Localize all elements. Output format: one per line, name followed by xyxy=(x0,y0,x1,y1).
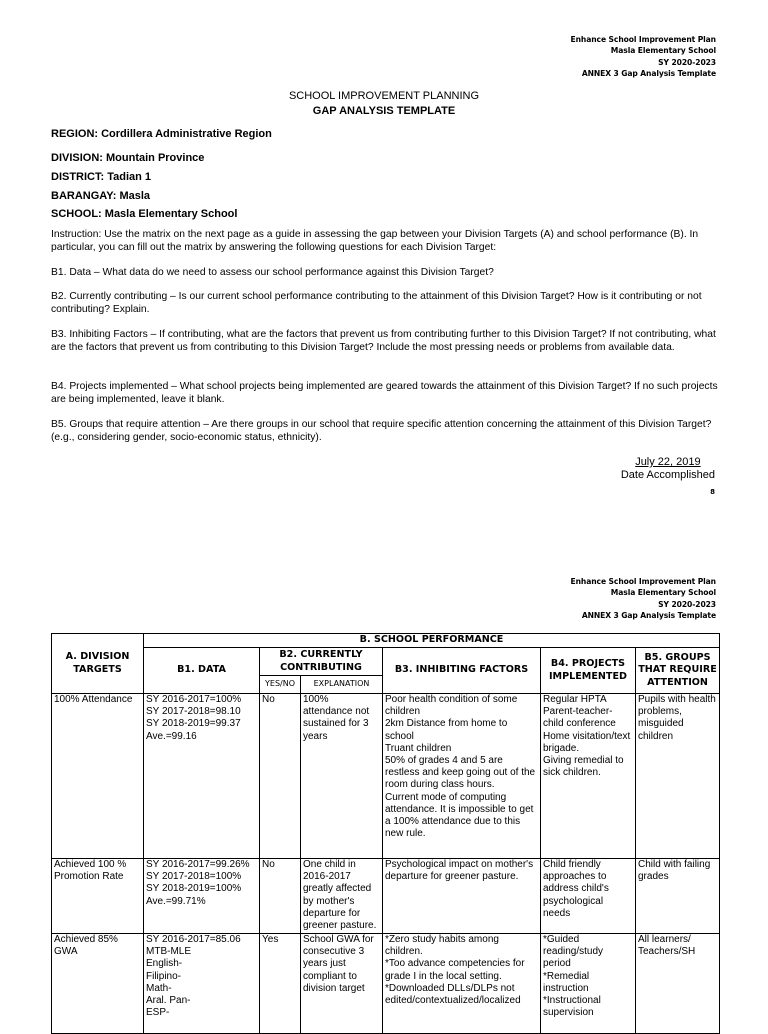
header-line: Enhance School Improvement Plan xyxy=(570,35,716,44)
header-b4-projects: B4. PROJECTS IMPLEMENTED xyxy=(541,648,636,694)
school-field: SCHOOL: Masla Elementary School xyxy=(51,208,238,220)
page-number: 8 xyxy=(710,488,715,496)
b2-paragraph: B2. Currently contributing – Is our current school performance contributing to the attainment of this Division Target? How is it contributing or not contributing? Explain. xyxy=(51,291,702,315)
cell-factors: Psychological impact on mother's departure for greener pasture. xyxy=(383,859,541,934)
header-line: ANNEX 3 Gap Analysis Template xyxy=(581,69,716,79)
page-header xyxy=(571,576,716,622)
header-b3-factors: B3. INHIBITING FACTORS xyxy=(383,648,541,694)
table-row xyxy=(52,859,720,934)
cell-target: 100% Attendance xyxy=(52,694,144,859)
cell-projects: Regular HPTA Parent-teacher-child conference Home visitation/text brigade. Giving remedial to sick children. xyxy=(541,694,636,859)
cell-yes-no: No xyxy=(260,694,301,859)
date-value: July 22, 2019 xyxy=(635,456,701,468)
header-line: ANNEX 3 Gap Analysis Template xyxy=(581,611,716,621)
table-row xyxy=(52,694,720,859)
header-b1-data: B1. DATA xyxy=(144,648,260,694)
division-field: DIVISION: Mountain Province xyxy=(51,152,205,164)
header-b5-groups: B5. GROUPS THAT REQUIRE ATTENTION xyxy=(636,648,720,694)
cell-groups: Child with failing grades xyxy=(636,859,720,934)
header-line: Enhance School Improvement Plan xyxy=(570,577,716,586)
cell-data: SY 2016-2017=99.26% SY 2017-2018=100% SY 2018-2019=100% Ave.=99.71% xyxy=(144,859,260,934)
cell-projects: Child friendly approaches to address child's psychological needs xyxy=(541,859,636,934)
gap-analysis-table xyxy=(51,633,720,1034)
header-line: SY 2020-2023 xyxy=(658,57,716,67)
cell-groups: All learners/ Teachers/SH xyxy=(636,934,720,1034)
cell-target: Achieved 85% GWA xyxy=(52,934,144,1034)
cell-yes-no: Yes xyxy=(260,934,301,1034)
header-b2-contributing: B2. CURRENTLY CONTRIBUTING xyxy=(260,648,383,676)
cell-data: SY 2016-2017=100% SY 2017-2018=98.10 SY 2018-2019=99.37 Ave.=99.16 xyxy=(144,694,260,859)
cell-target: Achieved 100 % Promotion Rate xyxy=(52,859,144,934)
b4-paragraph: B4. Projects implemented – What school projects being implemented are geared towards the attainment of this Division Target? If no such projects are being implemented, leave it blank. xyxy=(51,381,718,405)
document-subtitle: GAP ANALYSIS TEMPLATE xyxy=(312,105,456,117)
header-explanation: EXPLANATION xyxy=(301,676,383,694)
b3-paragraph: B3. Inhibiting Factors – If contributing, what are the factors that prevent us from contributing further to this Division Target? If not contributing, what are the factors that prevent us from contributing to this Division Target? Include the most pressing needs or problems from available data. xyxy=(51,329,716,353)
header-school-performance: B. SCHOOL PERFORMANCE xyxy=(144,634,720,648)
barangay-field: BARANGAY: Masla xyxy=(51,190,151,202)
table-row xyxy=(52,934,720,1034)
instruction-paragraph: Instruction: Use the matrix on the next page as a guide in assessing the gap between your Division Targets (A) and school performance (B). In particular, you can fill out the matrix by answering the following questions for each Division Target: xyxy=(51,229,699,253)
cell-explanation: 100% attendance not sustained for 3 years xyxy=(301,694,383,859)
header-line: SY 2020-2023 xyxy=(658,599,716,609)
district-field: DISTRICT: Tadian 1 xyxy=(51,171,152,183)
cell-projects: *Guided reading/study period *Remedial instruction *Instructional supervision xyxy=(541,934,636,1034)
date-label: Date Accomplished xyxy=(620,468,715,481)
header-line: Masla Elementary School xyxy=(610,46,716,56)
cell-yes-no: No xyxy=(260,859,301,934)
cell-explanation: School GWA for consecutive 3 years just compliant to division target xyxy=(301,934,383,1034)
b5-paragraph: B5. Groups that require attention – Are there groups in our school that require specific attention concerning the attainment of this Division Target? (e.g., considering gender, socio-economic status, ethnicity). xyxy=(51,419,712,443)
header-yes-no: YES/NO xyxy=(260,676,301,694)
region-field: REGION: Cordillera Administrative Region xyxy=(51,128,272,140)
b1-paragraph: B1. Data – What data do we need to assess our school performance against this Division Target? xyxy=(51,267,494,278)
cell-factors: *Zero study habits among children. *Too advance competencies for grade I in the local setting. *Downloaded DLLs/DLPs not edited/contextualized/localized xyxy=(383,934,541,1034)
cell-explanation: One child in 2016-2017 greatly affected by mother's departure for greener pasture. xyxy=(301,859,383,934)
cell-factors: Poor health condition of some children 2km Distance from home to school Truant children 50% of grades 4 and 5 are restless and keep going out of the room during class hours. Current mode of computing attendance. It is impossible to get a 100% attendance due to this new rule. xyxy=(383,694,541,859)
page-header xyxy=(571,34,716,80)
date-block xyxy=(621,456,715,481)
cell-data: SY 2016-2017=85.06 MTB-MLE English- Filipino- Math- Aral. Pan- ESP- xyxy=(144,934,260,1034)
header-division-targets: A. DIVISION TARGETS xyxy=(52,634,144,694)
header-line: Masla Elementary School xyxy=(610,588,716,598)
cell-groups: Pupils with health problems, misguided children xyxy=(636,694,720,859)
document-title: SCHOOL IMPROVEMENT PLANNING xyxy=(288,90,480,102)
